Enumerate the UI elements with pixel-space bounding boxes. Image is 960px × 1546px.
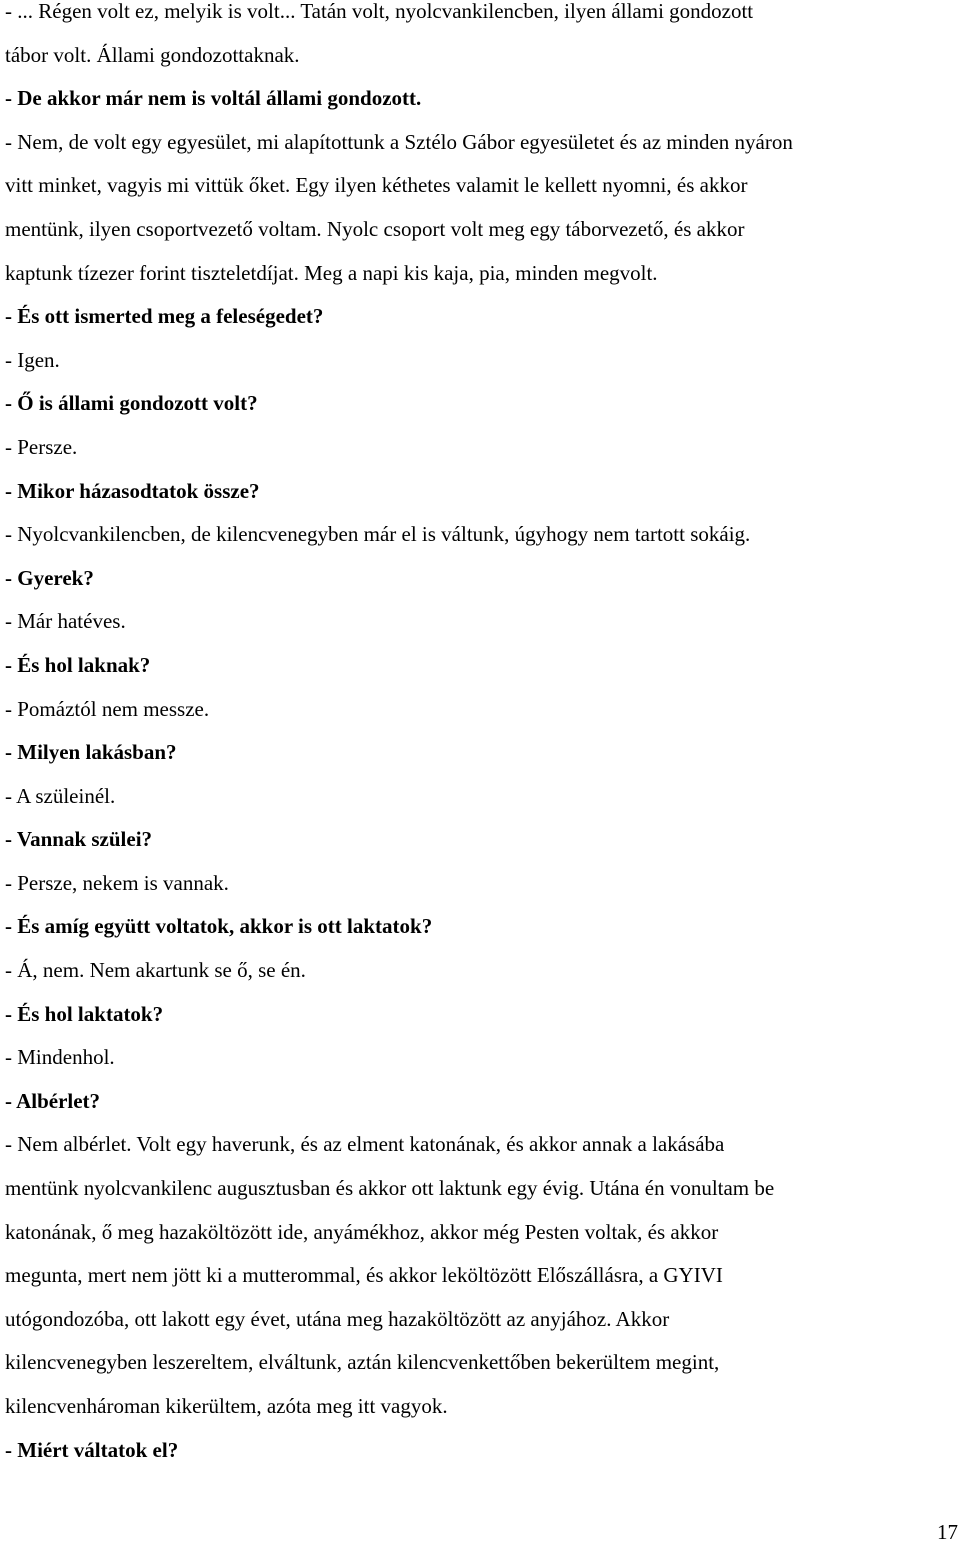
text-line: - Nem, de volt egy egyesület, mi alapítottunk a Sztélo Gábor egyesületet és az minden nyáron xyxy=(5,129,793,154)
text-line: tábor volt. Állami gondozottaknak. xyxy=(5,42,300,67)
text-line: mentünk nyolcvankilenc augusztusban és akkor ott laktunk egy évig. Utána én vonultam be xyxy=(5,1176,775,1201)
question-paragraph xyxy=(5,382,960,426)
text-line: - ... Régen volt ez, melyik is volt... Tatán volt, nyolcvankilencben, ilyen állami gondozott xyxy=(5,0,754,23)
text-line: - A szüleinél. xyxy=(5,783,116,808)
text-line: vitt minket, vagyis mi vittük őket. Egy ilyen kéthetes valamit le kellett nyomni, és akkor xyxy=(5,173,748,198)
answer-paragraph xyxy=(5,949,960,993)
text-line: - Persze, nekem is vannak. xyxy=(5,870,229,895)
text-line: - Gyerek? xyxy=(5,565,94,590)
text-line: - Á, nem. Nem akartunk se ő, se én. xyxy=(5,958,306,983)
text-line: - És ott ismerted meg a feleségedet? xyxy=(5,304,324,329)
answer-paragraph xyxy=(5,513,960,557)
text-line: - Vannak szülei? xyxy=(5,827,153,852)
text-line: - Már hatéves. xyxy=(5,609,126,634)
question-paragraph xyxy=(5,1429,960,1473)
question-paragraph xyxy=(5,470,960,514)
text-line: - Milyen lakásban? xyxy=(5,740,177,765)
document-body xyxy=(5,0,960,1472)
answer-paragraph xyxy=(5,121,960,295)
text-line: - Nem albérlet. Volt egy haverunk, és az elment katonának, és akkor annak a lakásába xyxy=(5,1132,725,1157)
text-line: - Mikor házasodtatok össze? xyxy=(5,478,260,503)
question-paragraph xyxy=(5,557,960,601)
text-line: - Pomáztól nem messze. xyxy=(5,696,210,721)
question-paragraph xyxy=(5,731,960,775)
text-line: kilencvenhároman kikerültem, azóta meg itt vagyok. xyxy=(5,1394,448,1418)
answer-paragraph xyxy=(5,862,960,906)
text-line: megunta, mert nem jött ki a mutterommal, és akkor leköltözött Előszállásra, a GYIVI xyxy=(5,1263,723,1288)
text-line: mentünk, ilyen csoportvezető voltam. Nyolc csoport volt meg egy táborvezető, és akkor xyxy=(5,216,745,241)
answer-paragraph xyxy=(5,339,960,383)
question-paragraph xyxy=(5,1080,960,1124)
text-line: - Mindenhol. xyxy=(5,1045,115,1070)
text-line: - Igen. xyxy=(5,347,60,372)
text-line: katonának, ő meg hazaköltözött ide, anyámékhoz, akkor még Pesten voltak, és akkor xyxy=(5,1219,719,1244)
text-line: - És hol laktatok? xyxy=(5,1001,164,1026)
answer-paragraph xyxy=(5,775,960,819)
text-line: kaptunk tízezer forint tiszteletdíjat. Meg a napi kis kaja, pia, minden megvolt. xyxy=(5,260,658,285)
answer-paragraph xyxy=(5,426,960,470)
question-paragraph xyxy=(5,993,960,1037)
answer-paragraph xyxy=(5,688,960,732)
text-line: - De akkor már nem is voltál állami gondozott. xyxy=(5,86,422,111)
question-paragraph xyxy=(5,295,960,339)
answer-paragraph xyxy=(5,1123,960,1428)
question-paragraph xyxy=(5,644,960,688)
answer-paragraph xyxy=(5,600,960,644)
question-paragraph xyxy=(5,77,960,121)
text-line: utógondozóba, ott lakott egy évet, utána meg hazaköltözött az anyjához. Akkor xyxy=(5,1306,670,1331)
text-line: - És amíg együtt voltatok, akkor is ott laktatok? xyxy=(5,914,433,939)
text-line: - És hol laknak? xyxy=(5,652,151,677)
text-line: - Nyolcvankilencben, de kilencvenegyben már el is váltunk, úgyhogy nem tartott sokáig. xyxy=(5,522,751,547)
question-paragraph xyxy=(5,818,960,862)
answer-paragraph xyxy=(5,1036,960,1080)
text-line: kilencvenegyben leszereltem, elváltunk, aztán kilencvenkettőben bekerültem megint, xyxy=(5,1350,720,1375)
answer-paragraph xyxy=(5,0,960,77)
text-line: - Ő is állami gondozott volt? xyxy=(5,391,258,416)
question-paragraph xyxy=(5,905,960,949)
text-line: - Albérlet? xyxy=(5,1088,101,1113)
page-number: 17 xyxy=(937,1520,958,1544)
text-line: - Persze. xyxy=(5,434,78,459)
text-line: - Miért váltatok el? xyxy=(5,1437,179,1462)
